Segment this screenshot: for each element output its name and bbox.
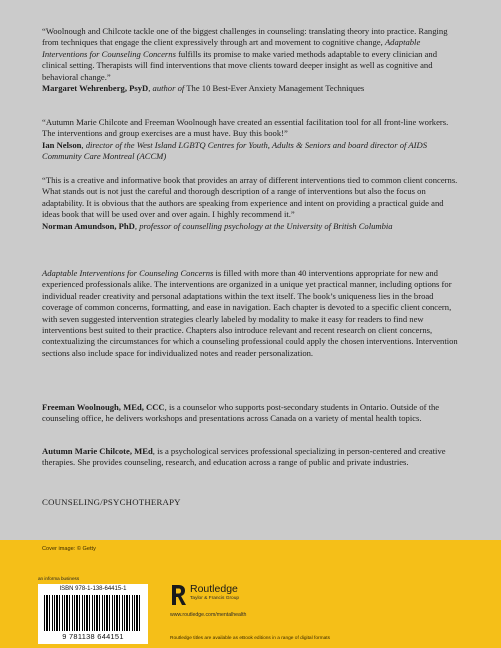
endorsement-2-text: “Autumn Marie Chilcote and Freeman Woolnough have created an essential facilitation tool for all front-line workers. The interventions and group exercises are a must have. Buy this book!” (42, 117, 449, 139)
book-description: Adaptable Interventions for Counseling Concerns is filled with more than 40 interventions appropriate for new and experienced professionals alike. The interventions are organized in a unique yet practical manner, including options for individual reader creativity and personal adaptations within the text itself. The book’s uniqueness lies in the broad coverage of common concerns, formatting, and ease in navigation. Each chapter is devoted to a specific client concern, with seven suggested intervention strategies clearly labeled by modality to make it easy for readers to find new interventions best suited to their practice. Chapters also introduce relevant and recent research on client concerns, contextualizing the circumstances for which a counseling professional could apply the chosen interventions. Intervention sections also include space for individualized notes and reader personalization. (42, 268, 458, 358)
author-bio-2: Autumn Marie Chilcote, MEd, is a psychological services professional specializing in person-centered and creative therapies. She provides counseling, research, and education across a range of public and private industries. (42, 446, 446, 468)
ean-number: 9 781138 644151 (62, 632, 124, 641)
ebook-note: Routledge titles are available as eBook editions in a range of digital formats (170, 636, 330, 641)
endorsement-1-text: “Woolnough and Chilcote tackle one of the biggest challenges in counseling: translating theory into practice. Ranging from techniques that engage the client expressively through art and movement to cognitive change, Adaptable Interventions for Counseling Concerns fulfills its promise to make varied methods adaptable to every clinician and clinical setting. Therapists will find interventions that move clients toward deeper insight as well as cognitive and behavioral change.” (42, 26, 448, 82)
category-label: COUNSELING/PSYCHOTHERAPY (42, 497, 181, 507)
publisher-band (0, 540, 501, 648)
endorsement-2 (42, 117, 462, 163)
publisher-name: Routledge (190, 583, 238, 595)
endorsement-3-text: “This is a creative and informative book that provides an array of different interventions tied to common client concerns. What stands out is not just the careful and thorough description of a range of interventions but also the focus on adaptability. It is obvious that the authors are speaking from experience and intent on providing a practical guide and ideas book that will be used over and over again. I highly recommend it.” (42, 175, 458, 220)
isbn-text: ISBN 978-1-138-64415-1 (59, 586, 127, 592)
endorsement-2-attribution: Ian Nelson, director of the West Island LGBTQ Centres for Youth, Adults & Seniors and board director of AIDS Community Care Montreal (ACCM) (42, 139, 427, 162)
endorsement-1 (42, 26, 462, 94)
author-bio-1: Freeman Woolnough, MEd, CCC, is a counselor who supports post-secondary students in Ontario. Outside of the counseling office, he delivers workshops and presentations across Canada on a variety of mental health topics. (42, 402, 440, 424)
book-title: Adaptable Interventions for Counseling Concerns (42, 268, 214, 278)
informa-label: an informa business (38, 576, 80, 581)
publisher-group: Taylor & Francis Group (190, 596, 240, 601)
cover-image-credit: Cover image: © Getty (42, 546, 96, 552)
endorsement-3-attribution: Norman Amundson, PhD, professor of counselling psychology at the University of British Columbia (42, 220, 393, 231)
publisher-url[interactable]: www.routledge.com/mentalhealth (170, 612, 247, 618)
barcode-bars-icon (44, 595, 142, 631)
endorsement-3 (42, 175, 462, 232)
endorsement-1-attribution: Margaret Wehrenberg, PsyD, author of The 10 Best-Ever Anxiety Management Techniques (42, 83, 365, 94)
author-2-name: Autumn Marie Chilcote, MEd (42, 446, 153, 456)
barcode (38, 584, 148, 644)
author-1-name: Freeman Woolnough, MEd, CCC (42, 402, 165, 412)
routledge-logo-icon (170, 583, 186, 607)
